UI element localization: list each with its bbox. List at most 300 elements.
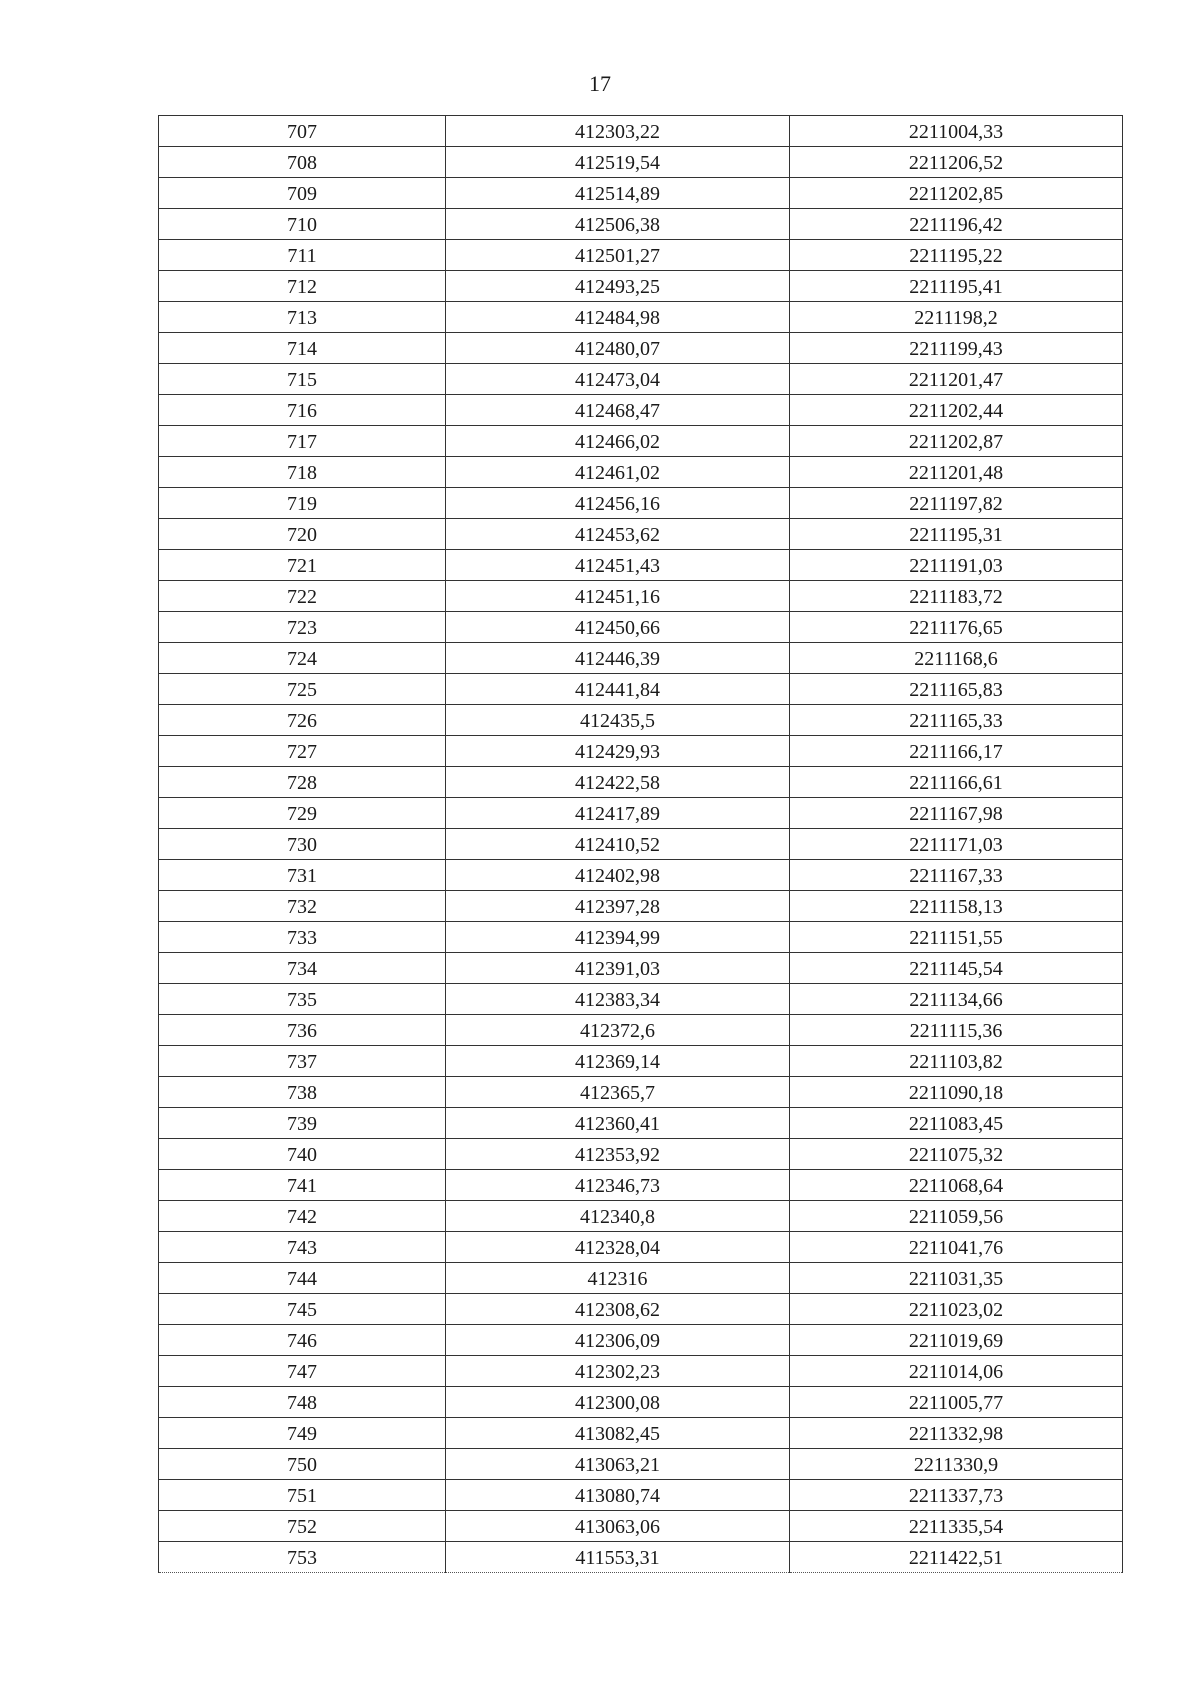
cell-text: 2211201,47 (908, 369, 1004, 391)
cell-text: 721 (287, 555, 317, 577)
x-coordinate-cell (446, 178, 790, 209)
cell-text: 750 (287, 1454, 317, 1476)
cell-text: 412410,52 (575, 834, 660, 856)
cell-text: 2211330,9 (913, 1454, 999, 1476)
cell-text: 2211198,2 (914, 307, 998, 329)
x-coordinate-cell (446, 550, 790, 581)
x-coordinate-cell (446, 1356, 790, 1387)
cell-text: 412441,84 (575, 679, 660, 701)
table-row (159, 860, 1123, 891)
x-coordinate-cell (446, 240, 790, 271)
point-number-cell (159, 1387, 446, 1418)
x-coordinate-cell (446, 519, 790, 550)
cell-text: 748 (287, 1392, 317, 1414)
cell-text: 751 (287, 1485, 317, 1507)
cell-text: 412353,92 (575, 1144, 660, 1166)
x-coordinate-cell (446, 209, 790, 240)
table-row (159, 209, 1123, 240)
point-number-cell (159, 302, 446, 333)
cell-text: 412300,08 (575, 1392, 660, 1414)
cell-text: 2211195,41 (909, 276, 1003, 298)
x-coordinate-cell (446, 1170, 790, 1201)
cell-text: 412302,23 (575, 1361, 660, 1383)
cell-text: 412429,93 (575, 741, 660, 763)
point-number-cell (159, 147, 446, 178)
cell-text: 719 (287, 493, 317, 515)
x-coordinate-cell (446, 1077, 790, 1108)
cell-text: 2211332,98 (908, 1423, 1004, 1445)
table-row (159, 953, 1123, 984)
x-coordinate-cell (446, 953, 790, 984)
table-row (159, 240, 1123, 271)
y-coordinate-cell (790, 612, 1123, 643)
table-row (159, 178, 1123, 209)
y-coordinate-cell (790, 581, 1123, 612)
cell-text: 412346,73 (575, 1175, 660, 1197)
cell-text: 2211195,31 (909, 524, 1003, 546)
cell-text: 2211422,51 (908, 1547, 1004, 1569)
cell-text: 743 (287, 1237, 317, 1259)
y-coordinate-cell (790, 1449, 1123, 1480)
cell-text: 412397,28 (575, 896, 660, 918)
table-row (159, 550, 1123, 581)
y-coordinate-cell (790, 519, 1123, 550)
cell-text: 752 (287, 1516, 317, 1538)
cell-text: 2211165,83 (909, 679, 1003, 701)
y-coordinate-cell (790, 271, 1123, 302)
x-coordinate-cell (446, 364, 790, 395)
point-number-cell (159, 1418, 446, 1449)
cell-text: 722 (287, 586, 317, 608)
cell-text: 412369,14 (575, 1051, 660, 1073)
cell-text: 749 (287, 1423, 317, 1445)
cell-text: 708 (287, 152, 317, 174)
cell-text: 2211202,85 (908, 183, 1004, 205)
cell-text: 710 (287, 214, 317, 236)
y-coordinate-cell (790, 457, 1123, 488)
table-row (159, 767, 1123, 798)
point-number-cell (159, 1511, 446, 1542)
cell-text: 716 (287, 400, 317, 422)
table-row (159, 1232, 1123, 1263)
cell-text: 412468,47 (575, 400, 660, 422)
table-row (159, 674, 1123, 705)
table-row (159, 643, 1123, 674)
cell-text: 712 (287, 276, 317, 298)
y-coordinate-cell (790, 395, 1123, 426)
y-coordinate-cell (790, 1294, 1123, 1325)
cell-text: 724 (287, 648, 317, 670)
y-coordinate-cell (790, 240, 1123, 271)
cell-text: 2211206,52 (908, 152, 1004, 174)
table-row (159, 922, 1123, 953)
cell-text: 411553,31 (575, 1547, 660, 1569)
cell-text: 2211041,76 (908, 1237, 1004, 1259)
y-coordinate-cell (790, 1108, 1123, 1139)
x-coordinate-cell (446, 612, 790, 643)
cell-text: 2211195,22 (909, 245, 1003, 267)
point-number-cell (159, 1077, 446, 1108)
table-row (159, 1418, 1123, 1449)
cell-text: 2211199,43 (909, 338, 1003, 360)
table-row (159, 705, 1123, 736)
cell-text: 732 (287, 896, 317, 918)
x-coordinate-cell (446, 1325, 790, 1356)
cell-text: 738 (287, 1082, 317, 1104)
y-coordinate-cell (790, 829, 1123, 860)
cell-text: 412372,6 (580, 1020, 655, 1042)
x-coordinate-cell (446, 643, 790, 674)
cell-text: 2211201,48 (908, 462, 1004, 484)
y-coordinate-cell (790, 1511, 1123, 1542)
cell-text: 412506,38 (575, 214, 660, 236)
table-row (159, 1387, 1123, 1418)
point-number-cell (159, 922, 446, 953)
point-number-cell (159, 1232, 446, 1263)
cell-text: 715 (287, 369, 317, 391)
cell-text: 2211183,72 (909, 586, 1003, 608)
point-number-cell (159, 829, 446, 860)
table-row (159, 1449, 1123, 1480)
point-number-cell (159, 581, 446, 612)
cell-text: 2211176,65 (909, 617, 1003, 639)
point-number-cell (159, 767, 446, 798)
x-coordinate-cell (446, 1542, 790, 1573)
cell-text: 2211019,69 (908, 1330, 1004, 1352)
x-coordinate-cell (446, 767, 790, 798)
cell-text: 412394,99 (575, 927, 660, 949)
x-coordinate-cell (446, 1418, 790, 1449)
y-coordinate-cell (790, 736, 1123, 767)
table-row (159, 1077, 1123, 1108)
cell-text: 413080,74 (575, 1485, 660, 1507)
point-number-cell (159, 426, 446, 457)
cell-text: 726 (287, 710, 317, 732)
y-coordinate-cell (790, 333, 1123, 364)
x-coordinate-cell (446, 1387, 790, 1418)
point-number-cell (159, 798, 446, 829)
cell-text: 2211115,36 (909, 1020, 1003, 1042)
point-number-cell (159, 1294, 446, 1325)
x-coordinate-cell (446, 395, 790, 426)
cell-text: 731 (287, 865, 317, 887)
point-number-cell (159, 550, 446, 581)
cell-text: 413082,45 (575, 1423, 660, 1445)
cell-text: 412484,98 (575, 307, 660, 329)
point-number-cell (159, 209, 446, 240)
point-number-cell (159, 1449, 446, 1480)
cell-text: 412435,5 (580, 710, 655, 732)
table-row (159, 271, 1123, 302)
y-coordinate-cell (790, 1139, 1123, 1170)
table-row (159, 1139, 1123, 1170)
cell-text: 2211196,42 (909, 214, 1003, 236)
cell-text: 413063,21 (575, 1454, 660, 1476)
cell-text: 747 (287, 1361, 317, 1383)
cell-text: 2211145,54 (909, 958, 1003, 980)
x-coordinate-cell (446, 147, 790, 178)
cell-text: 2211171,03 (909, 834, 1003, 856)
table-row (159, 1511, 1123, 1542)
point-number-cell (159, 1201, 446, 1232)
coordinates-table (158, 115, 1123, 1573)
y-coordinate-cell (790, 860, 1123, 891)
point-number-cell (159, 984, 446, 1015)
cell-text: 412493,25 (575, 276, 660, 298)
cell-text: 2211167,98 (909, 803, 1003, 825)
cell-text: 412306,09 (575, 1330, 660, 1352)
point-number-cell (159, 1356, 446, 1387)
x-coordinate-cell (446, 829, 790, 860)
x-coordinate-cell (446, 333, 790, 364)
table-row (159, 1480, 1123, 1511)
x-coordinate-cell (446, 891, 790, 922)
cell-text: 2211337,73 (908, 1485, 1004, 1507)
cell-text: 2211004,33 (908, 121, 1004, 143)
point-number-cell (159, 1480, 446, 1511)
table-row (159, 519, 1123, 550)
y-coordinate-cell (790, 705, 1123, 736)
cell-text: 2211005,77 (908, 1392, 1004, 1414)
y-coordinate-cell (790, 1387, 1123, 1418)
y-coordinate-cell (790, 1418, 1123, 1449)
cell-text: 2211165,33 (909, 710, 1003, 732)
table-row (159, 984, 1123, 1015)
x-coordinate-cell (446, 736, 790, 767)
cell-text: 745 (287, 1299, 317, 1321)
cell-text: 412453,62 (575, 524, 660, 546)
cell-text: 2211068,64 (908, 1175, 1004, 1197)
y-coordinate-cell (790, 302, 1123, 333)
x-coordinate-cell (446, 1294, 790, 1325)
x-coordinate-cell (446, 922, 790, 953)
cell-text: 725 (287, 679, 317, 701)
x-coordinate-cell (446, 860, 790, 891)
y-coordinate-cell (790, 984, 1123, 1015)
cell-text: 2211023,02 (908, 1299, 1004, 1321)
cell-text: 2211103,82 (909, 1051, 1003, 1073)
y-coordinate-cell (790, 1542, 1123, 1573)
cell-text: 412501,27 (575, 245, 660, 267)
point-number-cell (159, 736, 446, 767)
table-row (159, 798, 1123, 829)
cell-text: 412360,41 (575, 1113, 660, 1135)
cell-text: 728 (287, 772, 317, 794)
table-row (159, 581, 1123, 612)
y-coordinate-cell (790, 1201, 1123, 1232)
x-coordinate-cell (446, 426, 790, 457)
cell-text: 2211197,82 (909, 493, 1003, 515)
cell-text: 412480,07 (575, 338, 660, 360)
cell-text: 2211134,66 (909, 989, 1003, 1011)
cell-text: 2211075,32 (908, 1144, 1004, 1166)
cell-text: 412466,02 (575, 431, 660, 453)
cell-text: 2211167,33 (909, 865, 1003, 887)
x-coordinate-cell (446, 1449, 790, 1480)
table-row (159, 1263, 1123, 1294)
cell-text: 412451,43 (575, 555, 660, 577)
cell-text: 412446,39 (575, 648, 660, 670)
y-coordinate-cell (790, 1046, 1123, 1077)
cell-text: 741 (287, 1175, 317, 1197)
y-coordinate-cell (790, 116, 1123, 147)
cell-text: 2211031,35 (908, 1268, 1004, 1290)
cell-text: 412514,89 (575, 183, 660, 205)
table-row (159, 426, 1123, 457)
page-number: 17 (589, 71, 611, 96)
x-coordinate-cell (446, 705, 790, 736)
x-coordinate-cell (446, 1232, 790, 1263)
cell-text: 742 (287, 1206, 317, 1228)
cell-text: 718 (287, 462, 317, 484)
cell-text: 413063,06 (575, 1516, 660, 1538)
y-coordinate-cell (790, 364, 1123, 395)
y-coordinate-cell (790, 1263, 1123, 1294)
cell-text: 727 (287, 741, 317, 763)
x-coordinate-cell (446, 1263, 790, 1294)
cell-text: 412450,66 (575, 617, 660, 639)
cell-text: 2211083,45 (908, 1113, 1004, 1135)
point-number-cell (159, 395, 446, 426)
point-number-cell (159, 333, 446, 364)
cell-text: 734 (287, 958, 317, 980)
cell-text: 733 (287, 927, 317, 949)
cell-text: 412519,54 (575, 152, 660, 174)
point-number-cell (159, 674, 446, 705)
x-coordinate-cell (446, 1139, 790, 1170)
cell-text: 739 (287, 1113, 317, 1135)
cell-text: 412456,16 (575, 493, 660, 515)
table-row (159, 1015, 1123, 1046)
table-row (159, 1108, 1123, 1139)
table-row (159, 457, 1123, 488)
y-coordinate-cell (790, 674, 1123, 705)
table-row (159, 116, 1123, 147)
table-row (159, 829, 1123, 860)
cell-text: 746 (287, 1330, 317, 1352)
point-number-cell (159, 271, 446, 302)
x-coordinate-cell (446, 1201, 790, 1232)
table-row (159, 891, 1123, 922)
cell-text: 717 (287, 431, 317, 453)
cell-text: 736 (287, 1020, 317, 1042)
cell-text: 412383,34 (575, 989, 660, 1011)
cell-text: 2211090,18 (908, 1082, 1004, 1104)
cell-text: 729 (287, 803, 317, 825)
cell-text: 2211191,03 (909, 555, 1003, 577)
cell-text: 707 (287, 121, 317, 143)
cell-text: 714 (287, 338, 317, 360)
cell-text: 412461,02 (575, 462, 660, 484)
cell-text: 412316 (587, 1268, 648, 1290)
cell-text: 2211059,56 (908, 1206, 1004, 1228)
table-row (159, 736, 1123, 767)
cell-text: 412417,89 (575, 803, 660, 825)
x-coordinate-cell (446, 1511, 790, 1542)
y-coordinate-cell (790, 1170, 1123, 1201)
cell-text: 412391,03 (575, 958, 660, 980)
x-coordinate-cell (446, 1108, 790, 1139)
cell-text: 412422,58 (575, 772, 660, 794)
point-number-cell (159, 178, 446, 209)
y-coordinate-cell (790, 178, 1123, 209)
cell-text: 711 (287, 245, 317, 267)
cell-text: 730 (287, 834, 317, 856)
cell-text: 740 (287, 1144, 317, 1166)
cell-text: 713 (287, 307, 317, 329)
point-number-cell (159, 457, 446, 488)
x-coordinate-cell (446, 674, 790, 705)
y-coordinate-cell (790, 922, 1123, 953)
cell-text: 2211151,55 (909, 927, 1003, 949)
point-number-cell (159, 860, 446, 891)
x-coordinate-cell (446, 1015, 790, 1046)
table-row (159, 1294, 1123, 1325)
point-number-cell (159, 519, 446, 550)
table-row (159, 147, 1123, 178)
y-coordinate-cell (790, 798, 1123, 829)
y-coordinate-cell (790, 1356, 1123, 1387)
cell-text: 2211202,87 (908, 431, 1004, 453)
table-row (159, 612, 1123, 643)
cell-text: 412328,04 (575, 1237, 660, 1259)
point-number-cell (159, 1015, 446, 1046)
cell-text: 412402,98 (575, 865, 660, 887)
point-number-cell (159, 1170, 446, 1201)
table-row (159, 488, 1123, 519)
y-coordinate-cell (790, 1077, 1123, 1108)
point-number-cell (159, 953, 446, 984)
cell-text: 709 (287, 183, 317, 205)
cell-text: 2211168,6 (914, 648, 998, 670)
table-row (159, 1356, 1123, 1387)
cell-text: 412303,22 (575, 121, 660, 143)
y-coordinate-cell (790, 1325, 1123, 1356)
cell-text: 753 (287, 1547, 317, 1569)
cell-text: 412340,8 (580, 1206, 655, 1228)
x-coordinate-cell (446, 1046, 790, 1077)
point-number-cell (159, 240, 446, 271)
x-coordinate-cell (446, 581, 790, 612)
cell-text: 412308,62 (575, 1299, 660, 1321)
cell-text: 2211166,61 (909, 772, 1003, 794)
cell-text: 2211335,54 (908, 1516, 1004, 1538)
point-number-cell (159, 1263, 446, 1294)
y-coordinate-cell (790, 209, 1123, 240)
point-number-cell (159, 1139, 446, 1170)
table-row (159, 395, 1123, 426)
y-coordinate-cell (790, 147, 1123, 178)
table-row (159, 1170, 1123, 1201)
x-coordinate-cell (446, 271, 790, 302)
point-number-cell (159, 643, 446, 674)
table-row (159, 364, 1123, 395)
cell-text: 2211166,17 (909, 741, 1003, 763)
y-coordinate-cell (790, 550, 1123, 581)
y-coordinate-cell (790, 1480, 1123, 1511)
cell-text: 723 (287, 617, 317, 639)
coordinates-table-body (159, 116, 1123, 1573)
cell-text: 412451,16 (575, 586, 660, 608)
y-coordinate-cell (790, 953, 1123, 984)
x-coordinate-cell (446, 798, 790, 829)
table-row (159, 1325, 1123, 1356)
y-coordinate-cell (790, 643, 1123, 674)
point-number-cell (159, 1542, 446, 1573)
y-coordinate-cell (790, 767, 1123, 798)
table-row (159, 1542, 1123, 1573)
y-coordinate-cell (790, 488, 1123, 519)
